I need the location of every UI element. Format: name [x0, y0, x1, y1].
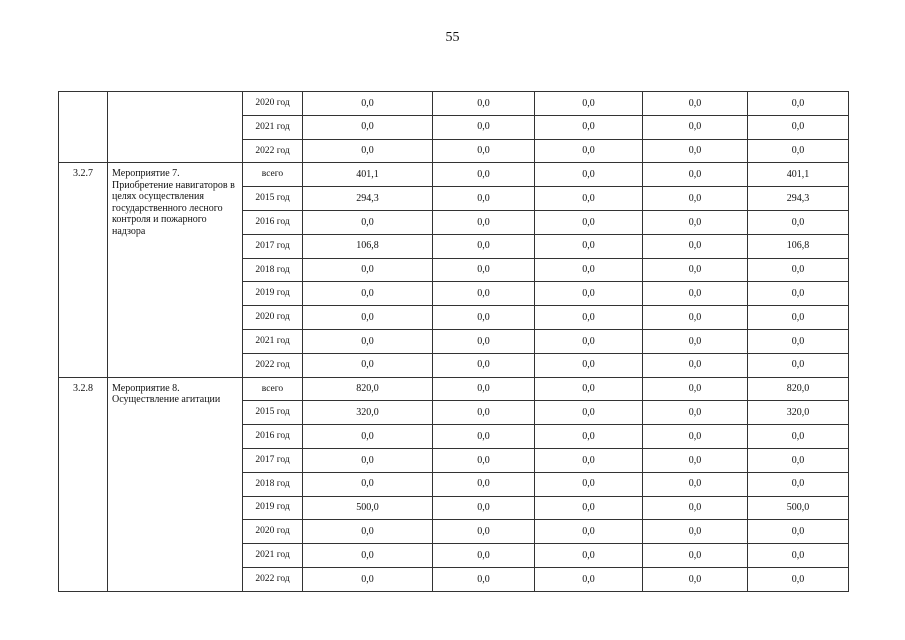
value-cell: 320,0 [748, 401, 849, 425]
value-cell: 0,0 [433, 187, 535, 211]
value-cell: 0,0 [303, 544, 433, 568]
value-cell: 0,0 [303, 353, 433, 377]
value-cell: 0,0 [748, 139, 849, 163]
section-code: 3.2.8 [59, 377, 108, 591]
value-cell: 0,0 [433, 234, 535, 258]
value-cell: 0,0 [748, 306, 849, 330]
value-cell: 0,0 [433, 353, 535, 377]
value-cell: 0,0 [303, 448, 433, 472]
value-cell: 106,8 [303, 234, 433, 258]
value-cell: 0,0 [748, 329, 849, 353]
year-cell: 2021 год [243, 329, 303, 353]
table-row [59, 92, 849, 116]
page-number: 55 [445, 30, 460, 45]
value-cell: 0,0 [433, 115, 535, 139]
name-cell [108, 92, 243, 163]
section-name: Мероприятие 7. Приобретение навигаторов в целях осуществления государственного лесного контроля и пожарного надзора [108, 163, 243, 377]
year-cell: 2022 год [243, 139, 303, 163]
value-cell: 0,0 [643, 210, 748, 234]
value-cell: 0,0 [643, 496, 748, 520]
budget-table [58, 91, 849, 592]
value-cell: 0,0 [748, 115, 849, 139]
value-cell: 0,0 [535, 401, 643, 425]
value-cell: 0,0 [748, 567, 849, 591]
value-cell: 0,0 [643, 401, 748, 425]
value-cell: 0,0 [643, 377, 748, 401]
value-cell: 0,0 [535, 329, 643, 353]
value-cell: 0,0 [433, 282, 535, 306]
value-cell: 500,0 [748, 496, 849, 520]
value-cell: 0,0 [433, 567, 535, 591]
year-cell: 2016 год [243, 425, 303, 449]
year-cell: 2020 год [243, 306, 303, 330]
value-cell: 0,0 [643, 92, 748, 116]
value-cell: 0,0 [433, 544, 535, 568]
value-cell: 0,0 [303, 92, 433, 116]
value-cell: 106,8 [748, 234, 849, 258]
section-code: 3.2.7 [59, 163, 108, 377]
value-cell: 0,0 [303, 329, 433, 353]
value-cell: 0,0 [535, 187, 643, 211]
year-cell: 2019 год [243, 282, 303, 306]
value-cell: 0,0 [535, 163, 643, 187]
value-cell: 0,0 [643, 329, 748, 353]
value-cell: 0,0 [433, 139, 535, 163]
value-cell: 294,3 [303, 187, 433, 211]
value-cell: 0,0 [535, 448, 643, 472]
value-cell: 401,1 [303, 163, 433, 187]
value-cell: 0,0 [535, 353, 643, 377]
value-cell: 0,0 [433, 401, 535, 425]
value-cell: 294,3 [748, 187, 849, 211]
value-cell: 0,0 [303, 472, 433, 496]
value-cell: 0,0 [535, 496, 643, 520]
value-cell: 0,0 [535, 92, 643, 116]
value-cell: 0,0 [748, 92, 849, 116]
value-cell: 0,0 [433, 92, 535, 116]
value-cell: 0,0 [535, 139, 643, 163]
table-row [59, 163, 849, 187]
value-cell: 0,0 [643, 258, 748, 282]
year-cell: 2016 год [243, 210, 303, 234]
value-cell: 0,0 [303, 282, 433, 306]
value-cell: 0,0 [303, 425, 433, 449]
year-cell: 2018 год [243, 258, 303, 282]
year-cell: 2017 год [243, 234, 303, 258]
value-cell: 0,0 [433, 448, 535, 472]
value-cell: 0,0 [535, 544, 643, 568]
value-cell: 0,0 [748, 448, 849, 472]
value-cell: 0,0 [433, 496, 535, 520]
value-cell: 0,0 [535, 425, 643, 449]
value-cell: 0,0 [748, 282, 849, 306]
value-cell: 0,0 [643, 567, 748, 591]
year-cell: всего [243, 377, 303, 401]
value-cell: 820,0 [303, 377, 433, 401]
value-cell: 0,0 [748, 520, 849, 544]
year-cell: всего [243, 163, 303, 187]
year-cell: 2018 год [243, 472, 303, 496]
value-cell: 0,0 [643, 448, 748, 472]
value-cell: 0,0 [303, 210, 433, 234]
year-cell: 2021 год [243, 115, 303, 139]
value-cell: 0,0 [748, 258, 849, 282]
value-cell: 0,0 [535, 282, 643, 306]
value-cell: 0,0 [643, 425, 748, 449]
year-cell: 2022 год [243, 567, 303, 591]
value-cell: 0,0 [748, 544, 849, 568]
value-cell: 0,0 [748, 425, 849, 449]
year-cell: 2015 год [243, 401, 303, 425]
value-cell: 0,0 [643, 115, 748, 139]
value-cell: 0,0 [433, 210, 535, 234]
value-cell: 0,0 [433, 425, 535, 449]
value-cell: 0,0 [433, 472, 535, 496]
value-cell: 0,0 [748, 353, 849, 377]
value-cell: 320,0 [303, 401, 433, 425]
year-cell: 2020 год [243, 92, 303, 116]
value-cell: 0,0 [748, 210, 849, 234]
value-cell: 0,0 [303, 115, 433, 139]
year-cell: 2022 год [243, 353, 303, 377]
year-cell: 2021 год [243, 544, 303, 568]
value-cell: 0,0 [535, 567, 643, 591]
value-cell: 401,1 [748, 163, 849, 187]
value-cell: 0,0 [433, 377, 535, 401]
value-cell: 0,0 [643, 544, 748, 568]
value-cell: 0,0 [303, 567, 433, 591]
value-cell: 0,0 [433, 329, 535, 353]
year-cell: 2020 год [243, 520, 303, 544]
value-cell: 0,0 [535, 306, 643, 330]
value-cell: 0,0 [535, 520, 643, 544]
value-cell: 0,0 [643, 353, 748, 377]
value-cell: 0,0 [433, 258, 535, 282]
year-cell: 2015 год [243, 187, 303, 211]
value-cell: 0,0 [433, 520, 535, 544]
code-cell [59, 92, 108, 163]
value-cell: 0,0 [303, 258, 433, 282]
value-cell: 0,0 [748, 472, 849, 496]
value-cell: 820,0 [748, 377, 849, 401]
value-cell: 0,0 [535, 258, 643, 282]
value-cell: 0,0 [643, 139, 748, 163]
value-cell: 0,0 [433, 306, 535, 330]
value-cell: 0,0 [643, 234, 748, 258]
value-cell: 0,0 [433, 163, 535, 187]
value-cell: 0,0 [535, 234, 643, 258]
value-cell: 0,0 [303, 306, 433, 330]
value-cell: 0,0 [535, 377, 643, 401]
value-cell: 0,0 [303, 520, 433, 544]
value-cell: 0,0 [643, 282, 748, 306]
value-cell: 0,0 [303, 139, 433, 163]
value-cell: 0,0 [643, 187, 748, 211]
value-cell: 0,0 [643, 472, 748, 496]
year-cell: 2017 год [243, 448, 303, 472]
table-row [59, 377, 849, 401]
value-cell: 0,0 [643, 520, 748, 544]
value-cell: 0,0 [535, 210, 643, 234]
section-name: Мероприятие 8. Осуществление агитации [108, 377, 243, 591]
value-cell: 500,0 [303, 496, 433, 520]
value-cell: 0,0 [643, 306, 748, 330]
value-cell: 0,0 [535, 115, 643, 139]
value-cell: 0,0 [643, 163, 748, 187]
year-cell: 2019 год [243, 496, 303, 520]
value-cell: 0,0 [535, 472, 643, 496]
